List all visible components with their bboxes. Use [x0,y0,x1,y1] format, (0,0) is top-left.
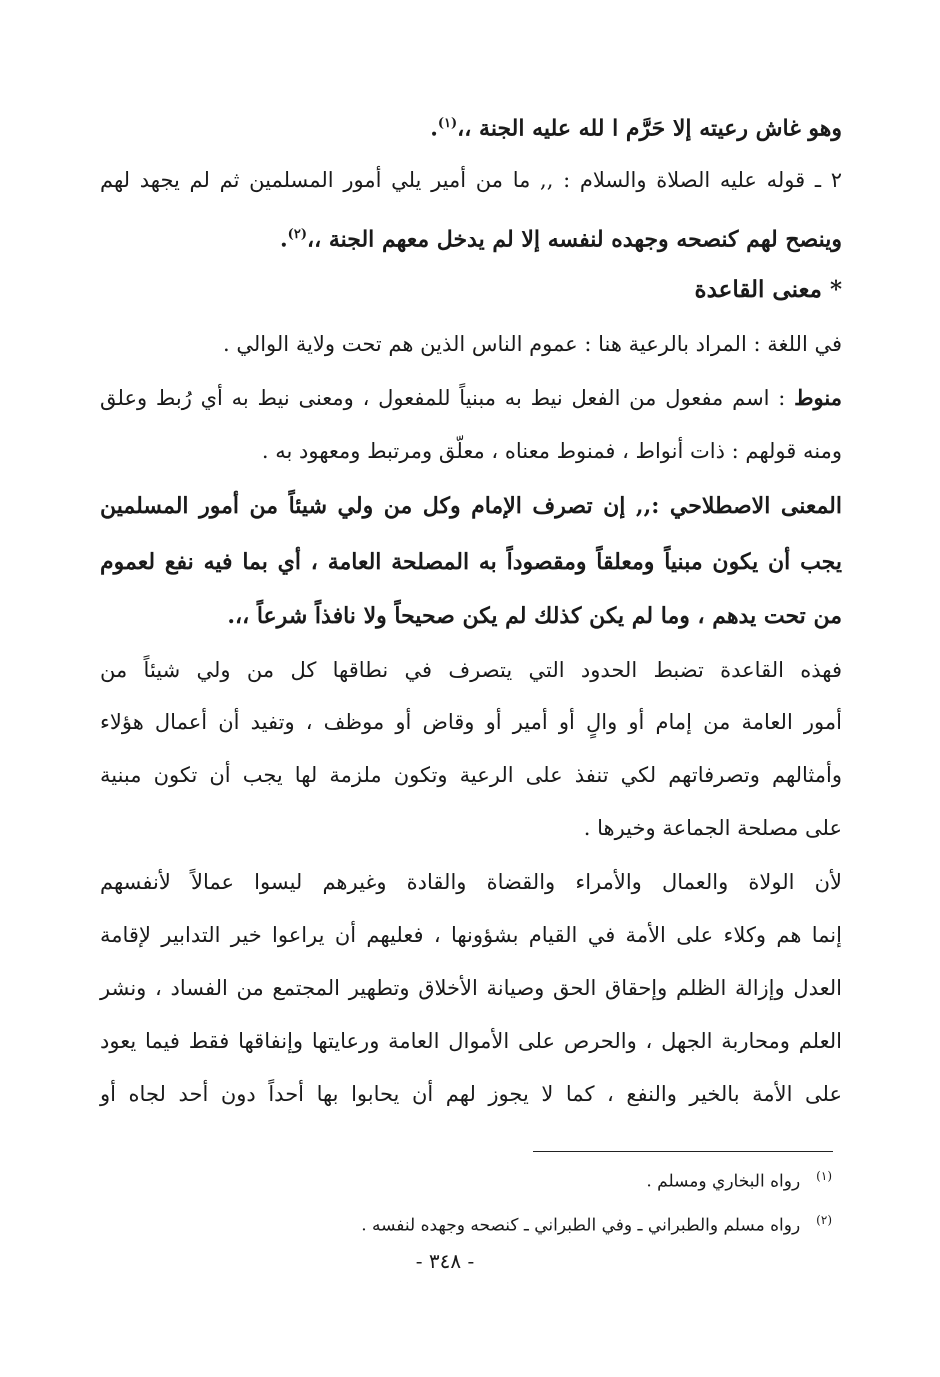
text-line-17: العدل وإزالة الظلم وإحقاق الحق وصيانة الأخلاق وتطهير المجتمع من الفساد ، ونشر [100,976,842,1000]
text-line-12: أمور العامة من إمام أو والٍ أو أمير أو وقاض أو موظف ، وتفيد أن أعمال هؤلاء [100,710,842,734]
text-line-14: على مصلحة الجماعة وخيرها . [583,816,842,840]
text-line-11: فهذه القاعدة تضبط الحدود التي يتصرف في نطاقها كل من ولي شيئاً من [100,658,842,682]
footnote-number: (١) [816,1169,832,1183]
text-line-15: لأن الولاة والعمال والأمراء والقضاة والقادة وغيرهم ليسوا عمالاً لأنفسهم [100,870,842,894]
text-line-18: العلم ومحاربة الجهل ، والحرص على الأموال العامة ورعايتها وإنفاقها فقط فيما يعود [100,1029,842,1053]
footnote-number: (٢) [816,1213,832,1227]
footnote-text: رواه مسلم والطبراني ـ وفي الطبراني ـ كنصحه وجهده لنفسه . [361,1215,801,1236]
text-line-13: وأمثالهم وتصرفاتهم لكي تنفذ على الرعية وتكون ملزمة لها يجب أن تكون مبنية [100,763,842,787]
text-line-10: من تحت يدهم ، وما لم يكن كذلك لم يكن صحيحاً ولا نافذاً شرعاً ،،. [227,603,842,629]
text-line-3: وينصح لهم كنصحه وجهده لنفسه إلا لم يدخل معهم الجنة ،،$^{(٢)}$. [280,226,842,253]
footnote-ref-2: (٢) [287,227,307,242]
text-line-1: وهو غاش رعيته إلا حَرَّم ا لله عليه الجنة ،،$^{(١)}$. [430,115,842,142]
footnote-ref-1: (١) [437,116,458,131]
text-line-5: في اللغة : المراد بالرعية هنا : عموم الناس الذين هم تحت ولاية الوالي . [222,332,842,356]
footnote-separator [533,1151,833,1152]
text-line-7: ومنه قولهم : ذات أنواط ، فمنوط معناه ، معلّق ومرتبط ومعهود به . [261,439,842,463]
footnote-1 [646,1162,832,1196]
footnote-text: رواه البخاري ومسلم . [646,1171,801,1192]
text-line-6: منوط : اسم مفعول من الفعل نيط به مبنياً للمفعول ، ومعنى نيط به أي رُبط وعلق [100,385,842,410]
term-manut: منوط [794,385,842,410]
text-line-16: إنما هم وكلاء على الأمة في القيام بشؤونها ، فعليهم أن يراعوا خير التدابير لإقامة [100,923,842,947]
text-line-19: على الأمة بالخير والنفع ، كما لا يجوز لهم أن يحابوا بها أحداً دون أحد لجاه أو [100,1082,842,1106]
section-heading: * معنى القاعدة [694,276,842,303]
footnote-2 [361,1206,832,1240]
text-line-9: يجب أن يكون مبنياً ومعلقاً ومقصوداً به المصلحة العامة ، أي بما فيه نفع لعموم [100,549,842,575]
page-number: - ٣٤٨ - [415,1249,475,1273]
text-line-8: المعنى الاصطلاحي :,, إن تصرف الإمام وكل من ولي شيئاً من أمور المسلمين [100,493,842,519]
text-line-2: ٢ ـ قوله عليه الصلاة والسلام : ,, ما من أمير يلي أمور المسلمين ثم لم يجهد لهم [100,168,842,192]
